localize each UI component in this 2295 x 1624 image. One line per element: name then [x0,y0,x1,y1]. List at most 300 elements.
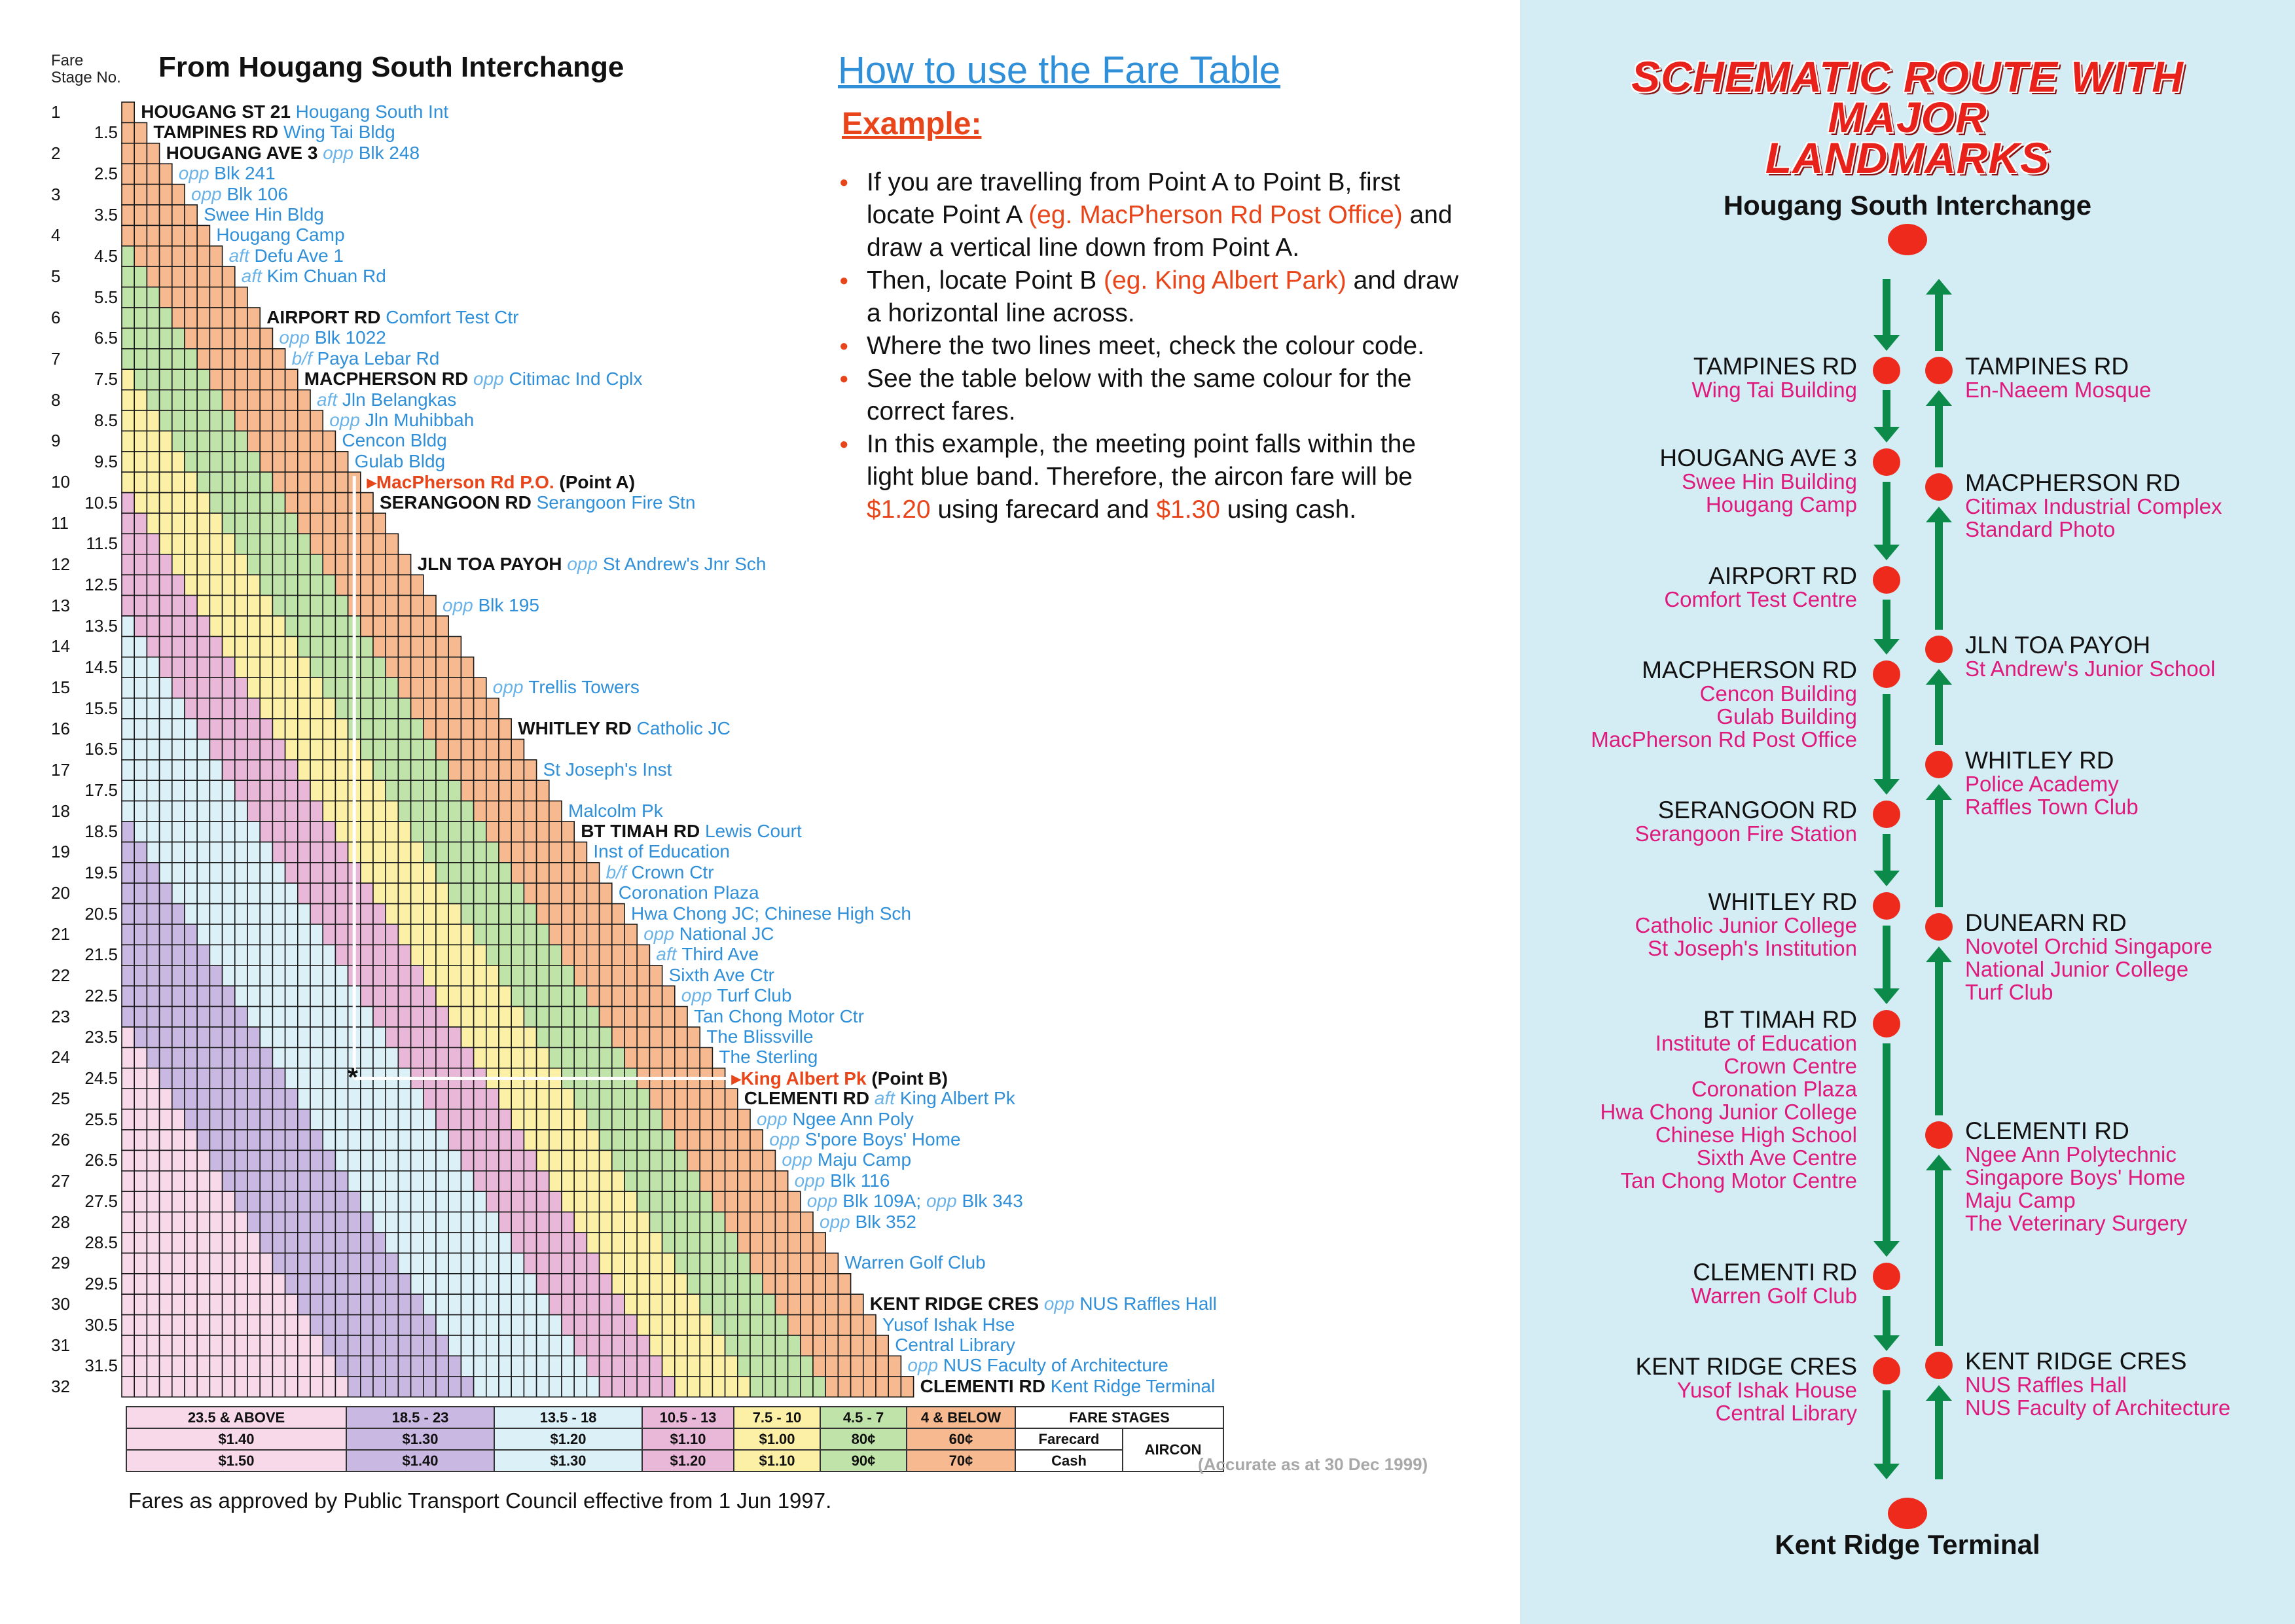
fare-cell [825,1274,838,1294]
fare-cell [687,1047,700,1068]
fare-cell [285,924,298,945]
fare-cell [122,1274,134,1294]
fare-cell [323,554,335,575]
fare-cell [448,657,461,677]
fare-cell [700,1150,712,1170]
fare-cell [209,554,222,575]
fare-cell [662,1274,675,1294]
fare-cell [486,1294,499,1314]
fare-cell [398,842,410,862]
fare-cell [235,719,247,739]
fare-cell [260,369,272,389]
fare-cell [335,1007,348,1027]
fare-cell [298,801,310,821]
fare-table [126,1406,1224,1472]
fare-cell [361,739,373,759]
fare-cell [310,554,323,575]
fare-cell [285,1294,298,1314]
fare-cell [524,1007,536,1027]
fare-cell [486,1027,499,1047]
fare-cell [235,657,247,677]
fare-cell [411,1294,424,1314]
fare-cell [876,1377,888,1397]
fare-cell [310,1274,323,1294]
fare-cell [361,677,373,698]
fare-cell [411,575,424,595]
fare-cell [209,821,222,842]
fare-cell [637,1377,649,1397]
fare-cell [147,164,159,184]
instruction-item [839,166,1461,264]
stop-label [266,307,518,328]
fare-cell [134,801,147,821]
fare-cell [649,986,662,1006]
up-arrow-head [1926,669,1952,685]
fare-cell [147,821,159,842]
fare-cell [223,945,235,965]
fare-cell [386,924,398,945]
fare-cell [172,1191,185,1212]
fare-cell [272,739,285,759]
fare-cell [160,1130,172,1150]
fare-cell [725,1191,738,1212]
fare-cell [134,863,147,883]
fare-cell [185,205,197,225]
fare-cell [147,1089,159,1109]
fare-cell [122,863,134,883]
fare-cell [272,1274,285,1294]
fare-cell [398,1253,410,1273]
fare-cell [700,1191,712,1212]
fare-cell [361,657,373,677]
fare-cell [147,143,159,164]
fare-cell [197,1110,209,1130]
fare-cell [373,1335,386,1356]
fare-cell [272,1150,285,1170]
fare-cell [587,1027,599,1047]
fare-cell [537,924,549,945]
fare-cell [134,1253,147,1273]
fare-cell [537,863,549,883]
fare-cell [687,1356,700,1376]
stop-name: CLEMENTI RD [1693,1259,1857,1286]
up-arrow-head [1926,279,1952,295]
fare-cell [209,513,222,533]
fare-cell [386,596,398,616]
fare-cell [373,739,386,759]
fare-cell [888,1356,901,1376]
fare-cell [160,1110,172,1130]
fare-cell [600,1294,612,1314]
fare-cell [398,616,410,636]
fare-cell [511,965,524,986]
fare-cell [285,554,298,575]
fare-cell [122,164,134,184]
fare-cell [197,945,209,965]
fare-cell [147,1335,159,1356]
instruction-item [839,264,1461,330]
fare-cell [738,1150,750,1170]
fare-cell [260,842,272,862]
fare-cell [197,1212,209,1233]
fare-cell [235,390,247,410]
fare-cell [461,698,473,719]
fare-stage-number: 27 [51,1170,70,1191]
fare-cell [373,904,386,924]
fare-cell [624,1110,637,1130]
fare-cell [486,1150,499,1170]
fare-cell [361,616,373,636]
fare-cell [424,1089,436,1109]
fare-cell [298,452,310,472]
fare-cell [373,616,386,636]
fare-cell [424,842,436,862]
fare-cell [185,287,197,308]
fare-cell [134,677,147,698]
fare-cell [160,266,172,287]
fare-cell [825,1315,838,1335]
fare-cell [197,1089,209,1109]
fare-cell [537,965,549,986]
fare-cell [223,1047,235,1068]
fare-stage-number: 26 [51,1130,70,1149]
fare-band-cash: $1.10 [734,1450,820,1471]
fare-cell [122,533,134,554]
fare-cell [562,1274,574,1294]
fare-cell [122,308,134,328]
fare-cell [235,308,247,328]
fare-cell [788,1335,801,1356]
fare-cell [649,1377,662,1397]
fare-stage-number: 30 [51,1294,70,1314]
fare-cell [361,1233,373,1253]
fare-cell [361,965,373,986]
fare-cell [260,965,272,986]
stop-label-part: Defu Ave 1 [254,245,344,266]
fare-cell [424,739,436,759]
fare-cell [649,1253,662,1273]
up-arrow-shaft [1935,293,1943,351]
fare-cell [310,1110,323,1130]
fare-cell [147,1068,159,1089]
fare-cell [323,616,335,636]
fare-cell [436,1335,448,1356]
fare-cell [223,452,235,472]
fare-cell [474,739,486,759]
fare-cell [223,369,235,389]
fare-cell [285,1377,298,1397]
fare-cell [235,904,247,924]
fare-cell [335,986,348,1006]
fare-cell [197,410,209,431]
fare-cell [122,287,134,308]
fare-cell [511,1274,524,1294]
fare-cell [574,1150,587,1170]
fare-cell [323,431,335,451]
fare-cell [712,1356,725,1376]
fare-cell [147,349,159,369]
fare-cell [185,575,197,595]
fare-cell [134,575,147,595]
fare-cell [122,266,134,287]
down-stop [1691,1261,1857,1307]
fare-cell [361,780,373,801]
fare-cell [335,1212,348,1233]
fare-cell [587,1047,599,1068]
stop-label [568,801,663,821]
fare-cell [197,1068,209,1089]
fare-cell [398,1233,410,1253]
fare-cell [247,575,260,595]
up-stop [1965,1350,2230,1419]
fare-cell [147,760,159,780]
fare-cell [348,1377,361,1397]
fare-cell [197,554,209,575]
fare-cell [587,1233,599,1253]
fare-cell [600,883,612,903]
fare-cell [134,410,147,431]
fare-cell [209,780,222,801]
fare-cell [197,698,209,719]
stop-dot [1925,473,1953,501]
fare-cell [649,1212,662,1233]
fare-cell [424,924,436,945]
fare-cell [247,904,260,924]
fare-cell [247,1171,260,1191]
stop-landmark: Central Library [1715,1401,1857,1425]
fare-cell [474,801,486,821]
fare-cell [185,1068,197,1089]
fare-cell [474,698,486,719]
fare-cell [637,1233,649,1253]
fare-cell [537,842,549,862]
down-stop [1691,355,1857,401]
fare-cell [738,1110,750,1130]
fare-cell [323,1089,335,1109]
fare-cell [172,1089,185,1109]
fare-cell [323,986,335,1006]
fare-cell [386,677,398,698]
fare-cell [147,965,159,986]
fare-cell [185,924,197,945]
fare-cell [562,1233,574,1253]
up-arrow-shaft [1935,521,1943,630]
fare-cell [649,1130,662,1150]
fare-cell [398,1150,410,1170]
fare-cell [600,1356,612,1376]
fare-cell [160,1212,172,1233]
fare-cell [424,698,436,719]
fare-cell [537,1027,549,1047]
fare-cell [373,821,386,842]
fare-cell [260,677,272,698]
fare-cell [436,801,448,821]
fare-cell [272,1027,285,1047]
stop-label-part: TAMPINES RD [153,122,283,143]
stop-dot [1873,566,1900,594]
fare-cell [763,1335,775,1356]
fare-cell [587,1315,599,1335]
fare-cell [863,1335,876,1356]
fare-cell [411,904,424,924]
fare-cell [386,863,398,883]
fare-cell [235,1007,247,1027]
fare-cell [323,760,335,780]
fare-cell [424,965,436,986]
fare-cell [197,863,209,883]
fare-cell [310,616,323,636]
fare-cell [549,1191,562,1212]
fare-stage-number: 11 [51,513,69,533]
fare-cell [562,1356,574,1376]
fare-cell [134,164,147,184]
fare-cell [134,780,147,801]
fare-cell [348,1315,361,1335]
fare-cell [574,1356,587,1376]
fare-cell [448,636,461,657]
stop-landmark: Chinese High School [1655,1123,1857,1147]
up-stop [1965,749,2139,818]
fare-cell [285,760,298,780]
fare-cell [424,945,436,965]
fare-cell [499,1110,511,1130]
fare-cell [738,1130,750,1150]
fare-cell [247,719,260,739]
fare-cell [172,1377,185,1397]
stop-dot [1873,892,1900,920]
fare-cell [185,246,197,266]
fare-cell [499,883,511,903]
fare-cell [298,719,310,739]
fare-cell [499,821,511,842]
fare-cell [335,677,348,698]
stop-label-part: MACPHERSON RD [304,369,474,389]
fare-cell [499,1007,511,1027]
fare-cell [209,1130,222,1150]
fare-cell [486,801,499,821]
fare-cell [272,1356,285,1376]
fare-cell [147,533,159,554]
stop-name: WHITLEY RD [1708,888,1857,915]
fare-cell [373,1274,386,1294]
fare-cell [361,1089,373,1109]
fare-cell [461,1212,473,1233]
fare-cell [411,1089,424,1109]
fare-cell [310,1315,323,1335]
fare-stage-number: 19 [51,842,70,862]
fare-cell [549,924,562,945]
instruction-item [839,428,1461,526]
fare-cell [511,1110,524,1130]
how-to-title: How to use the Fare Table [838,49,1280,92]
fare-cell [612,1171,624,1191]
fare-cell [247,1027,260,1047]
fare-cell [323,636,335,657]
fare-cell [209,801,222,821]
fare-cell [235,1027,247,1047]
fare-cell [285,616,298,636]
fare-stage-number: 25 [51,1089,70,1109]
fare-cell [310,1068,323,1089]
fare-cell [122,246,134,266]
fare-cell [386,1274,398,1294]
fare-cell [763,1233,775,1253]
stop-name: KENT RIDGE CRES [1965,1348,2187,1375]
fare-cell [209,883,222,903]
fare-cell [801,1274,813,1294]
fare-cell [209,575,222,595]
stop-label-part: Malcolm Pk [568,800,663,821]
fare-cell [348,1110,361,1130]
fare-cell [272,863,285,883]
fare-cell [160,821,172,842]
stop-label [342,430,446,451]
fare-cell [160,1068,172,1089]
fare-cell [160,657,172,677]
fare-cell [499,1047,511,1068]
fare-cell [549,965,562,986]
fare-cell [272,369,285,389]
fare-cell [587,1294,599,1314]
fare-cell [411,1007,424,1027]
fare-cell [373,698,386,719]
fare-cell [524,1089,536,1109]
fare-cell [600,1212,612,1233]
fare-cell [122,1212,134,1233]
fare-cell [285,801,298,821]
fare-cell [298,924,310,945]
fare-cell [185,965,197,986]
fare-cell [411,636,424,657]
fare-cell [298,739,310,759]
stop-dot [1873,357,1900,384]
fare-cell [549,1171,562,1191]
fare-cell [185,410,197,431]
fare-cell [247,533,260,554]
fare-cell [386,1294,398,1314]
fare-cell [172,1315,185,1335]
fare-cell [260,328,272,348]
stop-label-part: Ngee Ann Poly [792,1108,914,1129]
fare-cell [235,986,247,1006]
fare-cell [172,677,185,698]
fare-cell [461,1294,473,1314]
fare-cell [600,1047,612,1068]
fare-cell [209,533,222,554]
up-stop [1965,471,2222,541]
fare-cell [197,677,209,698]
down-stop [1635,890,1857,960]
fare-cell [185,554,197,575]
fare-cell [788,1274,801,1294]
fare-cell [763,1356,775,1376]
fare-cell [147,205,159,225]
fare-cell [474,863,486,883]
fare-cell [285,1356,298,1376]
up-stop [1965,1119,2187,1235]
stop-label-part: opp [769,1129,805,1149]
fare-cell [712,1089,725,1109]
fare-cell [424,1047,436,1068]
stop-label-part: Serangoon Fire Stn [536,492,696,513]
fare-cell [600,986,612,1006]
fare-cell [298,1377,310,1397]
fare-cell [537,986,549,1006]
fare-cell [247,596,260,616]
fare-cell [373,1171,386,1191]
fare-cell [424,1150,436,1170]
fare-stage-number: 27.5 [84,1191,118,1212]
